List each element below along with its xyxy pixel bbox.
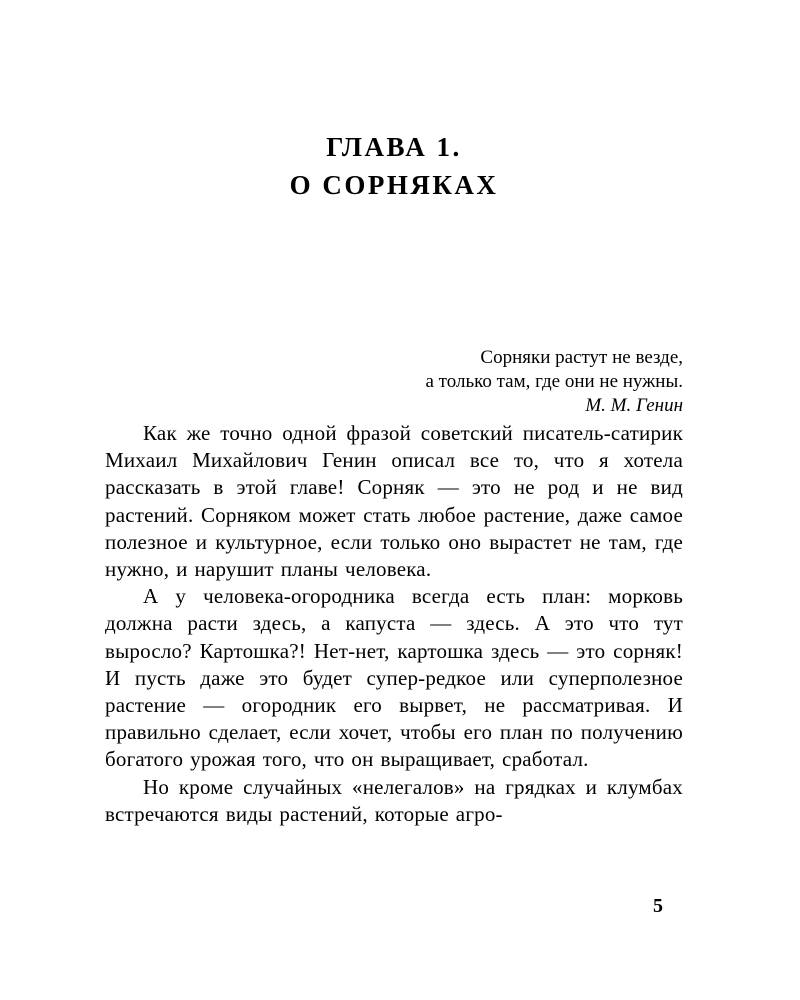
chapter-title (105, 128, 683, 204)
chapter-title-line1: ГЛАВА 1. (326, 132, 462, 162)
body-text (105, 420, 683, 828)
paragraph-1: Как же точно одной фразой советский писатель-сатирик Михаил Михайлович Генин описал все то, что я хотела рассказать в этой главе! Сорняк — это не род и не вид растений. Сорняком может стать любое растение, даже самое полезное и культурное, если только оно вырастет не там, где нужно, и нарушит планы человека. (105, 421, 683, 582)
page-number: 5 (653, 895, 663, 917)
epigraph-line-1: Сорняки растут не везде, (480, 347, 683, 368)
epigraph-line-2: а только там, где они не нужны. (425, 371, 683, 392)
paragraph-3: Но кроме случайных «нелегалов» на грядках и клумбах встречаются виды растений, которые агро- (105, 774, 683, 826)
epigraph-attribution: М. М. Генин (585, 395, 683, 416)
chapter-title-line2: О СОРНЯКАХ (289, 170, 499, 200)
paragraph-2: А у человека-огородника всегда есть план: морковь должна расти здесь, а капуста — здесь. А это что тут выросло? Картошка?! Нет-нет, картошка здесь — это сорняк! И пусть даже это будет супер-редкое или суперполезное растение — огородник его вырвет, не рассматривая. И правильно сделает, если хочет, чтобы его план по получению богатого урожая того, что он выращивает, сработал. (105, 584, 683, 772)
epigraph (105, 346, 683, 418)
